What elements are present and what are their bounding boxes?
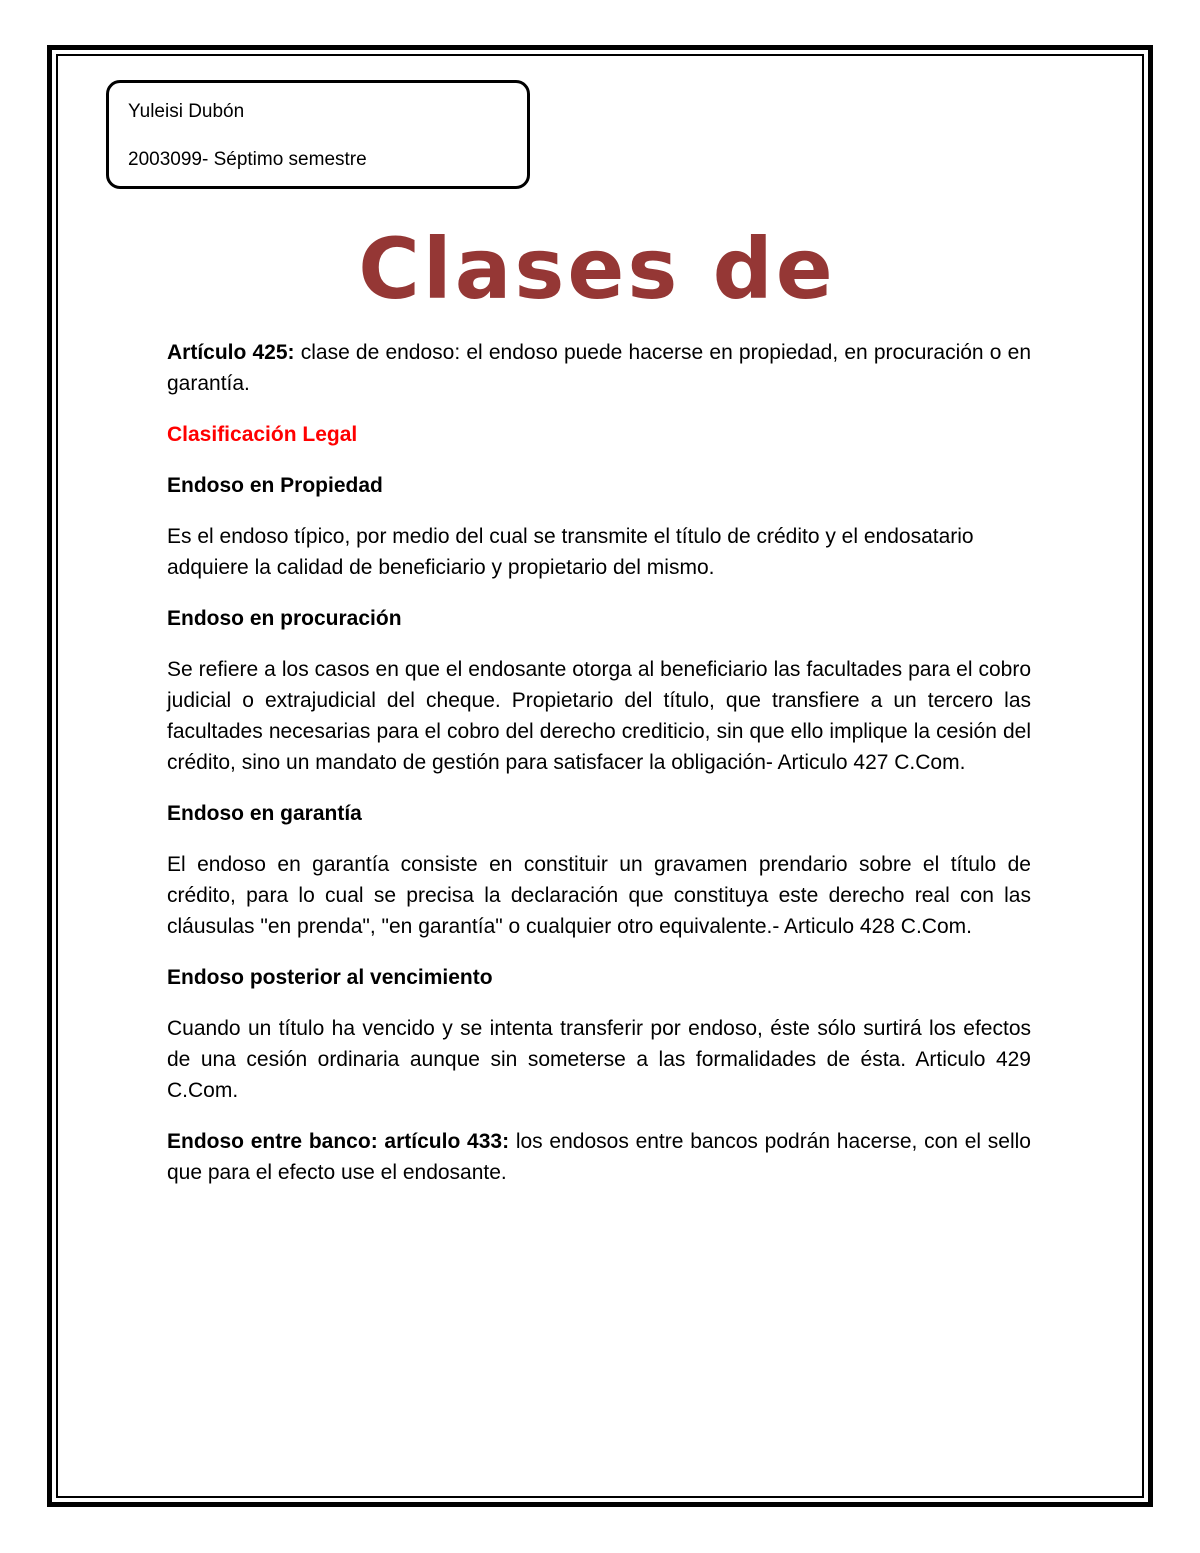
propiedad-heading: Endoso en Propiedad	[167, 474, 383, 497]
author-name: Yuleisi Dubón	[128, 101, 245, 122]
posterior-paragraph: Cuando un título ha vencido y se intenta transferir por endoso, éste sólo surtirá los efectos de una cesión ordinaria aunque sin someterse a las formalidades de ésta. Articulo 429 C.Com.	[167, 1017, 1031, 1102]
intro-paragraph	[167, 337, 1031, 399]
propiedad-line2: adquiere la calidad de beneficiario y propietario del mismo.	[167, 556, 715, 579]
procuracion-paragraph: Se refiere a los casos en que el endosante otorga al beneficiario las facultades para el cobro judicial o extrajudicial del cheque. Propietario del título, que transfiere a un tercero las facultades necesarias para el cobro del derecho crediticio, sin que ello implique la cesión del crédito, sino un mandato de gestión para satisfacer la obligación- Articulo 427 C.Com.	[167, 658, 1031, 774]
author-box	[106, 80, 530, 189]
banco-paragraph	[167, 1126, 1031, 1188]
intro-text: clase de endoso: el endoso puede hacerse en propiedad, en procuración o en garantía.	[167, 341, 1031, 395]
intro-label: Artículo 425:	[167, 341, 295, 364]
section-heading: Clasificación Legal	[167, 423, 358, 446]
banco-text: los endosos entre bancos podrán hacerse, con el sello que para el efecto use el endosante.	[167, 1130, 1031, 1184]
garantia-paragraph: El endoso en garantía consiste en constituir un gravamen prendario sobre el título de crédito, para lo cual se precisa la declaración que constituya este derecho real con las cláusulas "en prenda", "en garantía" o cualquier otro equivalente.- Articulo 428 C.Com.	[167, 853, 1031, 938]
author-id-semester: 2003099- Séptimo semestre	[128, 149, 367, 170]
banco-label: Endoso entre banco: artículo 433:	[167, 1130, 510, 1153]
procuracion-heading: Endoso en procuración	[167, 607, 402, 630]
garantia-heading: Endoso en garantía	[167, 802, 362, 825]
propiedad-paragraph	[167, 521, 1031, 583]
posterior-heading: Endoso posterior al vencimiento	[167, 966, 493, 989]
document-body	[167, 337, 1031, 1208]
document-title: Clases de	[358, 220, 836, 318]
propiedad-line1: Es el endoso típico, por medio del cual se transmite el título de crédito y el endosatario	[167, 525, 974, 548]
